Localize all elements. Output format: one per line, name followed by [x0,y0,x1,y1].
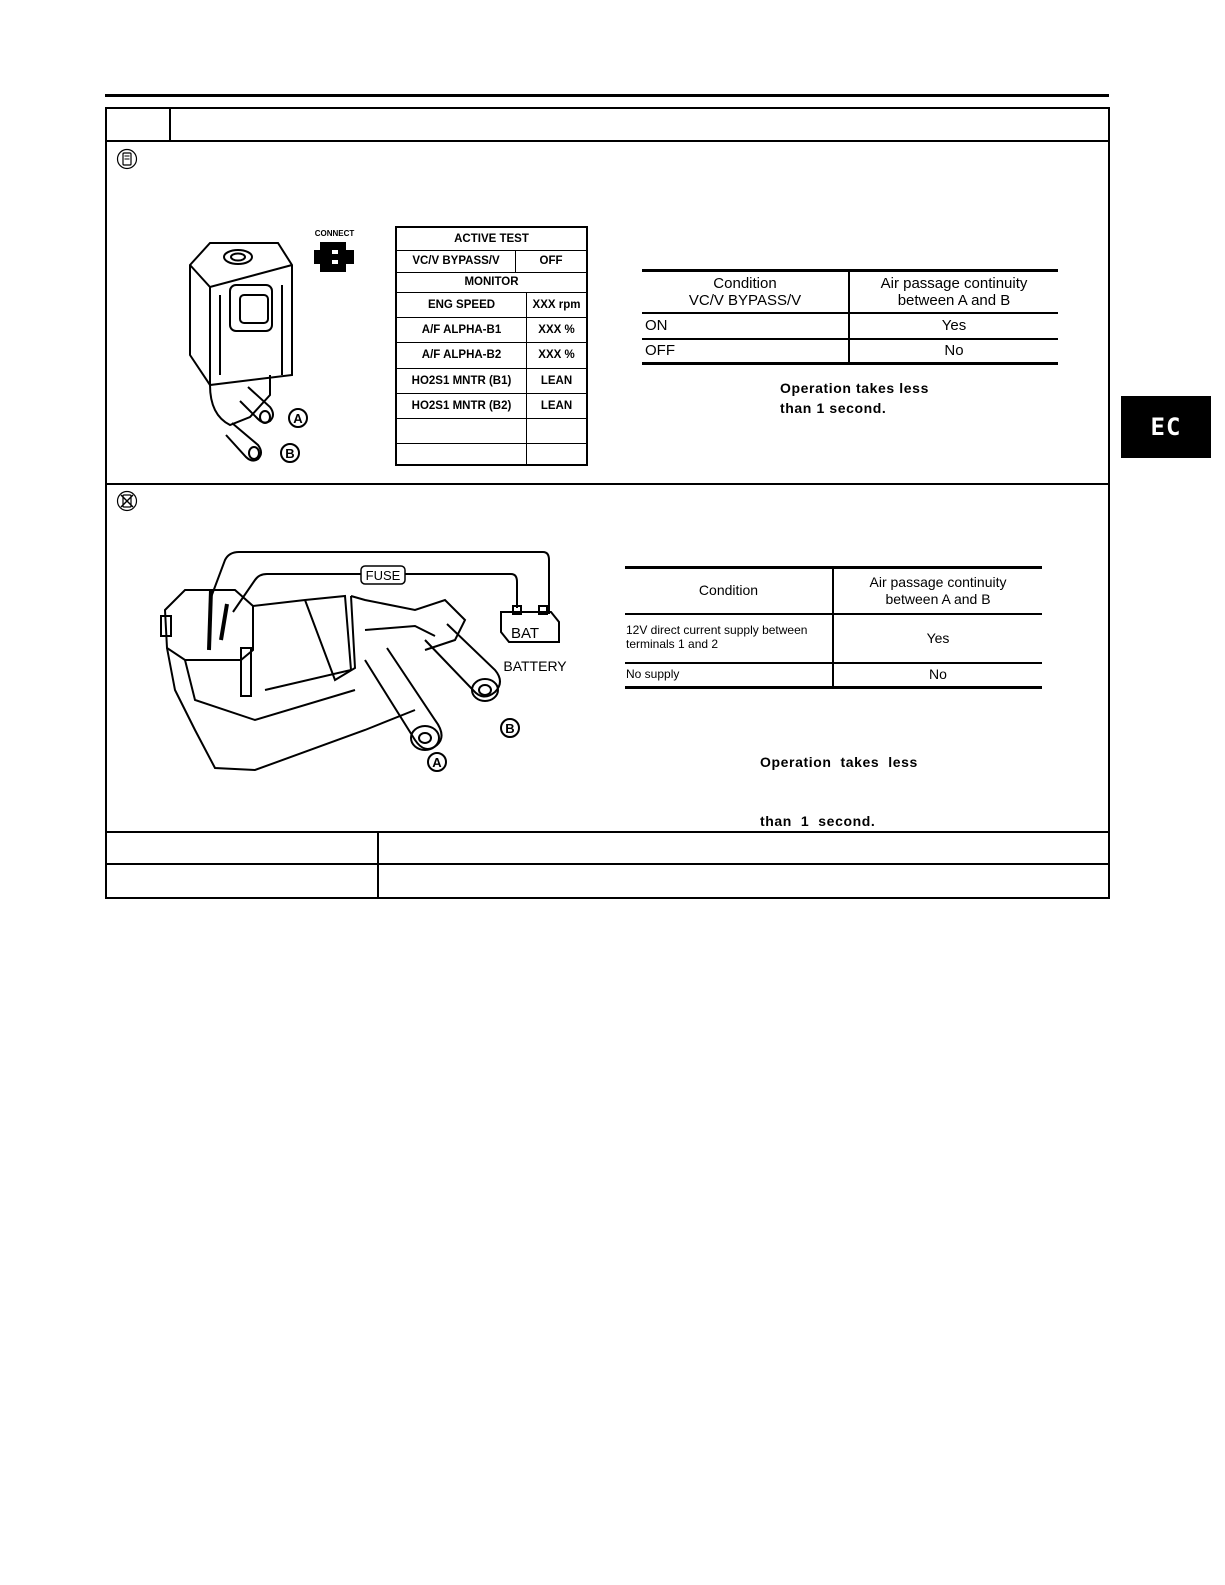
monitor-row [397,393,586,419]
monitor-row-value [527,418,586,443]
connector-icon [312,238,357,274]
monitor-row-label: HO2S1 MNTR (B2) [397,393,527,418]
row-condition: ON [645,316,668,334]
monitor-row-value: XXX % [538,349,575,361]
connect-indicator [312,229,357,279]
monitor-row [397,368,586,394]
fuse-label: FUSE [365,568,401,583]
operation-note-lower [760,714,918,851]
port-b-label-upper: B [285,446,295,461]
header-condition: Condition [698,582,759,599]
section-tab-ec[interactable]: EC [1121,396,1211,458]
consult-active-test-screen [395,226,588,466]
header-continuity: Air passage continuity between A and B [880,274,1028,309]
header-continuity: Air passage continuity between A and B [869,574,1007,607]
row-condition: 12V direct current supply between terminals 1 and 2 [626,623,808,651]
monitor-row-empty [397,418,586,444]
header-condition: Condition VC/V BYPASS/V [688,274,802,309]
test-item-label: VC/V BYPASS/V [397,250,516,272]
monitor-row-label [397,418,527,443]
test-item-value: OFF [539,255,563,267]
consult-test-item-row [397,250,586,273]
port-b-label-lower: B [505,721,515,736]
monitor-row-label: ENG SPEED [397,292,527,317]
operation-note-upper [780,379,929,418]
monitor-row-value: LEAN [540,374,573,387]
consult-mode-icon [116,148,138,170]
consult-header: ACTIVE TEST [397,228,586,251]
note-line: Operation takes less [780,380,929,396]
monitor-row-label: A/F ALPHA-B1 [397,317,527,342]
row-continuity: Yes [926,629,950,646]
port-a-label-upper: A [293,411,303,426]
header-rule [105,94,1109,97]
note-line: than 1 second. [760,812,876,829]
monitor-row-value [527,443,586,465]
result-column-divider [377,831,379,897]
connect-label: CONNECT [314,229,355,238]
monitor-row-value: XXX rpm [532,298,581,311]
result-row-divider-2 [105,863,1109,865]
note-line: Operation takes less [760,754,918,771]
row-condition: OFF [645,341,675,359]
result-row-divider-1 [105,831,1109,833]
battery-test-illustration [155,540,585,780]
monitor-row-label: HO2S1 MNTR (B1) [397,368,527,393]
monitor-row [397,317,586,343]
consult-spec-table [642,269,1058,365]
bypass-valve-illustration [170,225,320,475]
row-continuity: No [944,341,964,359]
monitor-row-empty [397,443,586,465]
port-a-label-lower: A [432,755,442,770]
monitor-row [397,292,586,318]
monitor-row-value: LEAN [540,399,573,412]
no-consult-mode-icon [116,490,138,512]
monitor-row-label [397,443,527,465]
title-row-divider [105,140,1109,142]
section-divider [105,483,1109,485]
monitor-row [397,342,586,369]
row-continuity: No [929,666,947,683]
monitor-header: MONITOR [397,272,586,293]
row-continuity: Yes [941,316,967,334]
battery-label: BAT [510,625,540,642]
battery-caption: BATTERY [503,658,567,674]
note-line: than 1 second. [780,399,887,416]
step-number-divider [169,107,171,141]
monitor-row-value: XXX % [538,323,575,336]
row-condition: No supply [626,666,680,681]
monitor-row-label: A/F ALPHA-B2 [397,342,527,368]
battery-spec-table [625,566,1042,690]
